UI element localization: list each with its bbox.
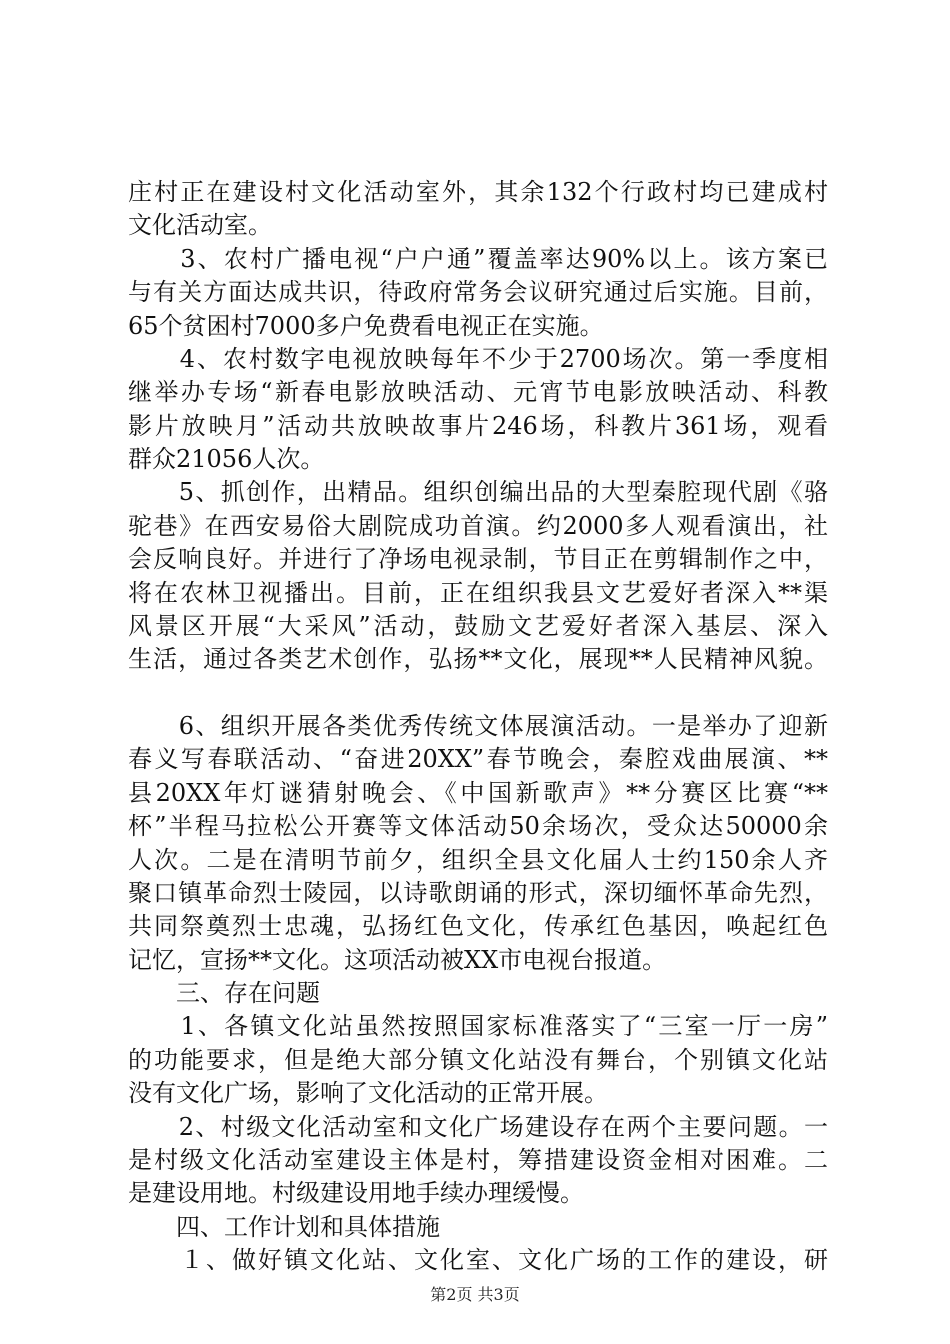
text-line: 将在农林卫视播出。目前，正在组织我县文艺爱好者深入**渠: [128, 579, 828, 607]
text-line: 继举办专场“新春电影放映活动、元宵节电影放映活动、科教: [128, 378, 828, 406]
text-line: 春义写春联活动、“奋进20XX”春节晚会，秦腔戏曲展演、**: [128, 745, 828, 773]
page-footer: 第2页 共3页: [430, 1285, 520, 1304]
text-line: 文化活动室。: [128, 211, 272, 239]
text-line: 群众21056人次。: [128, 445, 325, 473]
text-line: 生活，通过各类艺术创作，弘扬**文化，展现**人民精神风貌。: [128, 645, 828, 673]
text-line: 风景区开展“大采风”活动，鼓励文艺爱好者深入基层、深入: [128, 612, 828, 640]
text-line: 驼巷》在西安易俗大剧院成功首演。约2000多人观看演出，社: [128, 512, 828, 540]
text-line: 县20XX年灯谜猜射晚会、《中国新歌声》**分赛区比赛“**: [128, 779, 828, 807]
text-line: 3、农村广播电视“户户通”覆盖率达90%以上。该方案已: [128, 245, 828, 273]
text-line: 会反响良好。并进行了净场电视录制，节目正在剪辑制作之中，: [128, 545, 828, 573]
text-line: 5、抓创作，出精品。组织创编出品的大型秦腔现代剧《骆: [128, 478, 828, 506]
text-line: 没有文化广场，影响了文化活动的正常开展。: [128, 1079, 608, 1107]
text-line: 2、村级文化活动室和文化广场建设存在两个主要问题。一: [128, 1113, 828, 1141]
text-line: 1、各镇文化站虽然按照国家标准落实了“三室一厅一房”: [128, 1012, 828, 1040]
text-line: 庄村正在建设村文化活动室外，其余132个行政村均已建成村: [128, 178, 828, 206]
text-line: 人次。二是在清明节前夕，组织全县文化届人士约150余人齐: [128, 846, 828, 874]
text-line: 与有关方面达成共识，待政府常务会议研究通过后实施。目前，: [128, 278, 828, 306]
text-line: 是村级文化活动室建设主体是村，筹措建设资金相对困难。二: [128, 1146, 828, 1174]
text-line: 4、农村数字电视放映每年不少于2700场次。第一季度相: [128, 345, 828, 373]
text-line: 聚口镇革命烈士陵园，以诗歌朗诵的形式，深切缅怀革命先烈，: [128, 879, 828, 907]
text-line: １、做好镇文化站、文化室、文化广场的工作的建设，研: [128, 1246, 828, 1274]
text-line: 共同祭奠烈士忠魂，弘扬红色文化，传承红色基因，唤起红色: [128, 912, 828, 940]
text-line: 的功能要求，但是绝大部分镇文化站没有舞台，个别镇文化站: [128, 1046, 828, 1074]
section-heading: 三、存在问题: [128, 979, 320, 1007]
text-line: 65个贫困村7000多户免费看电视正在实施。: [128, 312, 604, 340]
text-line: 杯”半程马拉松公开赛等文体活动50余场次，受众达50000余: [128, 812, 828, 840]
text-line: 6、组织开展各类优秀传统文体展演活动。一是举办了迎新: [128, 712, 828, 740]
section-heading: 四、工作计划和具体措施: [128, 1213, 440, 1241]
text-line: 记忆，宣扬**文化。这项活动被XX市电视台报道。: [128, 946, 667, 974]
text-line: 影片放映月”活动共放映故事片246场，科教片361场，观看: [128, 412, 828, 440]
text-line: 是建设用地。村级建设用地手续办理缓慢。: [128, 1179, 584, 1207]
